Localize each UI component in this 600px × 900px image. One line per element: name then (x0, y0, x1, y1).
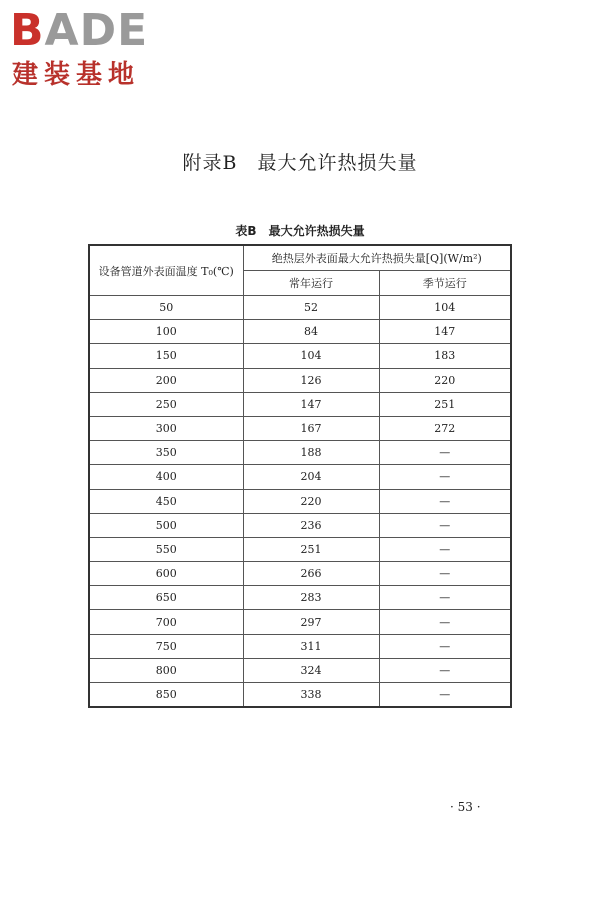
cell-seasonal: — (379, 658, 511, 682)
cell-temperature: 450 (89, 489, 243, 513)
cell-seasonal: — (379, 634, 511, 658)
cell-temperature: 750 (89, 634, 243, 658)
cell-temperature: 500 (89, 513, 243, 537)
cell-year-round: 147 (243, 392, 379, 416)
cell-year-round: 338 (243, 683, 379, 708)
table-row (89, 537, 511, 561)
cell-year-round: 126 (243, 368, 379, 392)
cell-year-round: 251 (243, 537, 379, 561)
table-row (89, 513, 511, 537)
page-number: · 53 · (450, 800, 481, 814)
cell-temperature: 100 (89, 320, 243, 344)
table-row (89, 416, 511, 440)
cell-year-round: 52 (243, 296, 379, 320)
heat-loss-table (88, 244, 512, 708)
cell-temperature: 850 (89, 683, 243, 708)
cell-seasonal: 220 (379, 368, 511, 392)
cell-year-round: 311 (243, 634, 379, 658)
table-row (89, 392, 511, 416)
cell-seasonal: 104 (379, 296, 511, 320)
cell-seasonal: — (379, 586, 511, 610)
cell-seasonal: — (379, 441, 511, 465)
cell-temperature: 200 (89, 368, 243, 392)
cell-temperature: 150 (89, 344, 243, 368)
logo-subtitle: 建装基地 (12, 60, 141, 90)
cell-year-round: 188 (243, 441, 379, 465)
cell-seasonal: — (379, 513, 511, 537)
table-row (89, 296, 511, 320)
table-row (89, 489, 511, 513)
cell-temperature: 700 (89, 610, 243, 634)
table-row (89, 634, 511, 658)
publisher-logo (10, 6, 180, 96)
cell-temperature: 250 (89, 392, 243, 416)
table-row (89, 441, 511, 465)
table-row (89, 465, 511, 489)
table-body (89, 296, 511, 708)
table-row (89, 320, 511, 344)
table-caption: 表B 最大允许热损失量 (235, 224, 365, 238)
cell-year-round: 84 (243, 320, 379, 344)
cell-seasonal: — (379, 489, 511, 513)
cell-seasonal: — (379, 610, 511, 634)
cell-seasonal: 183 (379, 344, 511, 368)
cell-temperature: 300 (89, 416, 243, 440)
cell-seasonal: — (379, 537, 511, 561)
cell-seasonal: — (379, 562, 511, 586)
table-row (89, 658, 511, 682)
cell-temperature: 600 (89, 562, 243, 586)
cell-temperature: 550 (89, 537, 243, 561)
table-row (89, 683, 511, 708)
table-row (89, 344, 511, 368)
cell-year-round: 324 (243, 658, 379, 682)
cell-seasonal: — (379, 465, 511, 489)
cell-seasonal: 251 (379, 392, 511, 416)
cell-year-round: 204 (243, 465, 379, 489)
cell-year-round: 297 (243, 610, 379, 634)
cell-year-round: 283 (243, 586, 379, 610)
cell-seasonal: 147 (379, 320, 511, 344)
table-row (89, 368, 511, 392)
cell-temperature: 800 (89, 658, 243, 682)
table-row (89, 610, 511, 634)
cell-seasonal: 272 (379, 416, 511, 440)
group-header: 绝热层外表面最大允许热损失量[Q](W/m²) (243, 245, 511, 271)
appendix-title: 附录B 最大允许热损失量 (182, 152, 418, 174)
cell-temperature: 350 (89, 441, 243, 465)
cell-year-round: 104 (243, 344, 379, 368)
cell-seasonal: — (379, 683, 511, 708)
col-season-header: 季节运行 (379, 271, 511, 296)
cell-year-round: 266 (243, 562, 379, 586)
cell-year-round: 220 (243, 489, 379, 513)
cell-temperature: 50 (89, 296, 243, 320)
col-temp-header: 设备管道外表面温度 T₀(℃) (89, 245, 243, 296)
cell-year-round: 167 (243, 416, 379, 440)
logo-wordmark: BADE (10, 5, 149, 56)
table-row (89, 562, 511, 586)
table-row (89, 586, 511, 610)
cell-temperature: 400 (89, 465, 243, 489)
cell-year-round: 236 (243, 513, 379, 537)
col-year-header: 常年运行 (243, 271, 379, 296)
cell-temperature: 650 (89, 586, 243, 610)
